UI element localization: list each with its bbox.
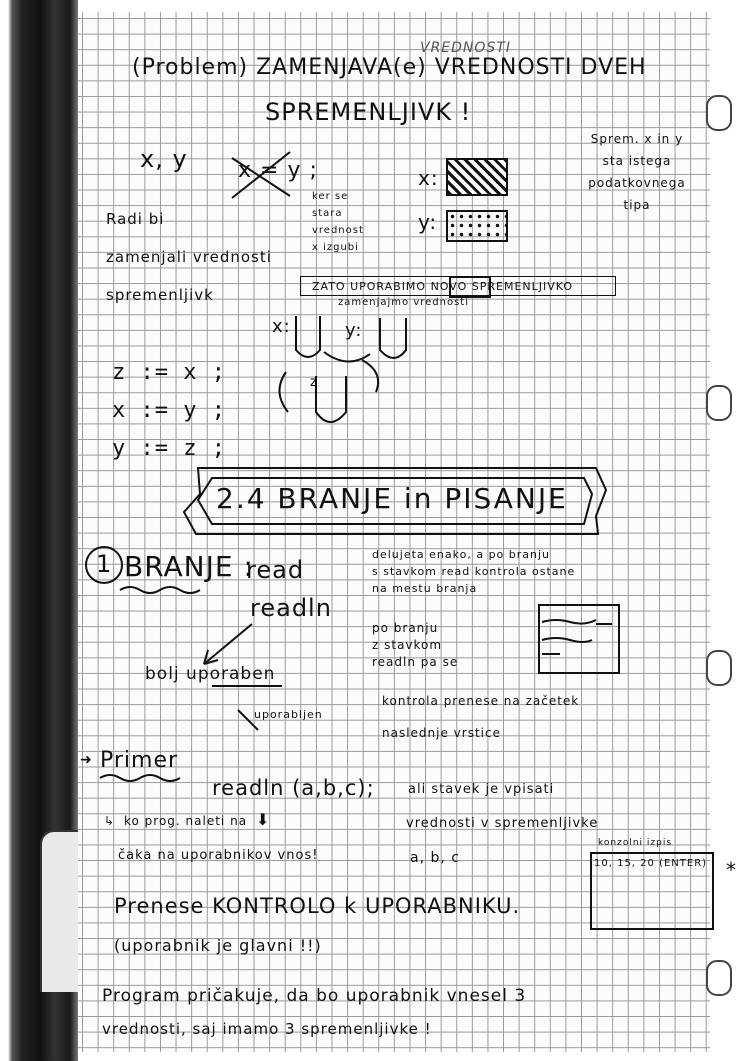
xy-struck-assignment: x = y ; xyxy=(238,158,318,183)
example-left-note-1: ko prog. naleti na xyxy=(124,814,248,828)
summary-line1: Prenese KONTROLO k UPORABNIKU. xyxy=(114,894,521,918)
readln-note-line: delujeta enako, a po branju xyxy=(372,548,551,561)
overwrite-note-line: x izgubi xyxy=(312,242,359,253)
example-right-note-3: a, b, c xyxy=(410,850,460,866)
swap-goal-line: spremenljivk xyxy=(106,286,214,304)
readln-note-line: na mestu branja xyxy=(372,582,478,595)
readln-note-line: kontrola prenese na začetek xyxy=(382,694,580,708)
problem-title-line1: (Problem) ZAMENJAVA(e) VREDNOSTI DVEH xyxy=(132,55,647,80)
reading-title: BRANJE : xyxy=(124,550,254,583)
example-right-note-1: ali stavek je vpisati xyxy=(408,782,555,797)
example-left-note-2: čaka na uporabnikov vnos! xyxy=(118,848,319,863)
problem-title-line2: SPREMENLJIVK ! xyxy=(265,98,472,126)
code-swap-line3: y := z ; xyxy=(112,436,226,461)
xy-label: x, y xyxy=(140,145,188,173)
readln-note-line: readln pa se xyxy=(372,655,459,669)
section-title: 2.4 BRANJE in PISANJE xyxy=(216,482,568,515)
y-box-label: y: xyxy=(418,210,438,234)
down-arrow-icon: ⬇ xyxy=(256,810,271,829)
swap-values-text: zamenjajmo vrednosti xyxy=(338,297,470,308)
title-scribble: VREDNOSTI xyxy=(420,40,511,56)
use-new-variable-text: ZATO UPORABIMO NOVO SPREMENLJIVKO xyxy=(312,280,574,293)
used-text: uporabljen xyxy=(254,708,323,721)
summary-line4: vrednosti, saj imamo 3 spremenljivke ! xyxy=(102,1020,432,1038)
example-label: Primer xyxy=(100,748,179,773)
example-right-note-2: vrednosti v spremenljivke xyxy=(406,816,599,831)
readln-note-line: z stavkom xyxy=(372,638,443,652)
code-swap-line2: x := y ; xyxy=(112,398,226,423)
readln-note-line: naslednje vrstice xyxy=(382,726,501,740)
example-code: readln (a,b,c); xyxy=(212,776,375,800)
readln-keyword: readln xyxy=(250,594,332,622)
cup-y-label: y: xyxy=(345,320,363,341)
same-type-line: sta istega xyxy=(602,154,672,168)
asterisk-mark: * xyxy=(726,858,737,882)
primer-arrow-icon: ➜ xyxy=(80,752,93,768)
x-box-label: x: xyxy=(418,166,439,190)
corner-arrow-icon: ↳ xyxy=(104,814,116,828)
read-keyword: read xyxy=(246,556,305,584)
cup-z-label: z xyxy=(310,375,318,390)
console-input-text: 10, 15, 20 (ENTER) xyxy=(594,858,708,869)
section-number: 1 xyxy=(96,550,113,578)
readln-note-line: po branju xyxy=(372,621,439,635)
code-swap-line1: z := x ; xyxy=(112,360,226,385)
cup-x-label: x: xyxy=(272,316,291,337)
readln-note-line: s stavkom read kontrola ostane xyxy=(372,565,576,578)
same-type-line: tipa xyxy=(623,198,651,212)
summary-line3: Program pričakuje, da bo uporabnik vnesel 3 xyxy=(102,986,527,1006)
same-type-line: podatkovnega xyxy=(588,176,686,190)
swap-goal-line: Radi bi xyxy=(106,210,165,228)
same-type-line: Sprem. x in y xyxy=(590,132,684,146)
overwrite-note-line: vrednost xyxy=(312,225,364,236)
overwrite-note-line: stara xyxy=(312,208,343,219)
console-caption: konzolni izpis xyxy=(598,838,673,848)
overwrite-note-line: ker se xyxy=(312,191,349,202)
more-useful-text: bolj uporaben xyxy=(145,664,276,684)
summary-line2: (uporabnik je glavni !!) xyxy=(114,936,322,955)
swap-goal-line: zamenjali vrednosti xyxy=(106,248,272,266)
